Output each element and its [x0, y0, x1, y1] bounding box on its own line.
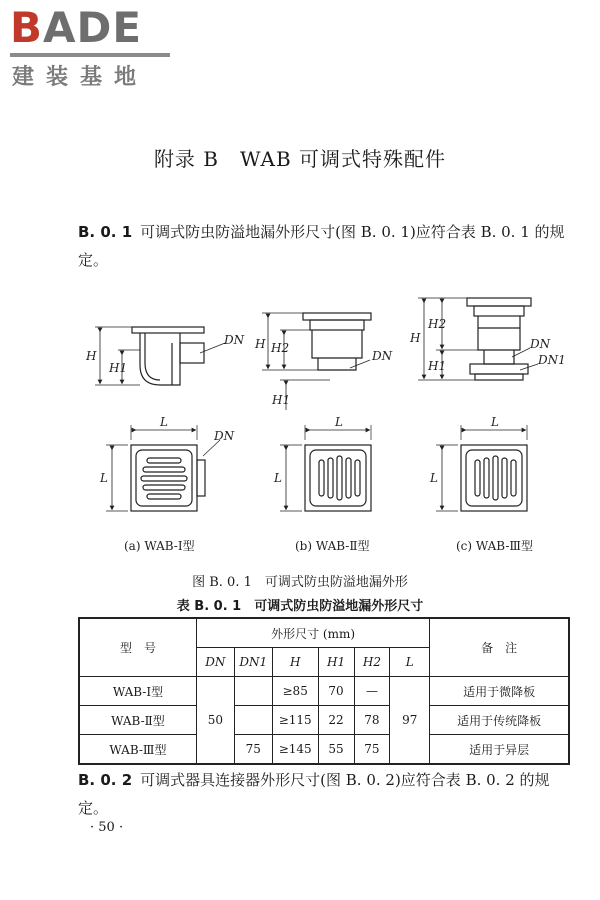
dim-label-dn: DN [372, 349, 393, 363]
dim-label-h: H [410, 331, 421, 345]
dim-label-l: L [100, 471, 108, 485]
cell-h2: 78 [354, 706, 390, 735]
subheader-dn1: DN1 [234, 648, 272, 677]
type1-side-view [95, 327, 225, 385]
paragraph-b02 [78, 766, 568, 822]
table-row [79, 735, 569, 765]
header-note: 备 注 [430, 618, 569, 677]
cell-type: WAB-Ⅰ型 [79, 677, 196, 706]
table-header-row [79, 618, 569, 648]
cell-h2: 75 [354, 735, 390, 765]
cell-type: WAB-Ⅱ型 [79, 706, 196, 735]
figure-caption: 图 B. 0. 1 可调式防虫防溢地漏外形 [192, 575, 408, 590]
cell-dn1 [234, 706, 272, 735]
dim-label-l: L [430, 471, 438, 485]
subfigure-caption-b: (b) WAB-Ⅱ型 [295, 539, 370, 553]
table-row [79, 677, 569, 706]
subheader-h: H [272, 648, 318, 677]
logo-underline [10, 53, 170, 57]
dimension-table [78, 617, 570, 765]
subheader-h2: H2 [354, 648, 390, 677]
logo-subtitle: 建装基地 [12, 65, 149, 90]
header-type: 型 号 [79, 618, 196, 677]
cell-dn1 [234, 677, 272, 706]
cell-note: 适用于微降板 [430, 677, 569, 706]
cell-h1: 70 [318, 677, 354, 706]
cell-h1: 55 [318, 735, 354, 765]
cell-h2: — [354, 677, 390, 706]
dim-label-dn1: DN1 [538, 353, 566, 367]
type2-top-view [280, 425, 371, 511]
table-caption: 表 B. 0. 1 可调式防虫防溢地漏外形尺寸 [176, 599, 424, 614]
dim-label-h2: H2 [271, 341, 290, 355]
dim-label-h: H [86, 349, 97, 363]
subheader-h1: H1 [318, 648, 354, 677]
clause-text: 可调式防虫防溢地漏外形尺寸(图 B. 0. 1)应符合表 B. 0. 1 的规定。 [78, 223, 565, 269]
paragraph-b01 [78, 218, 568, 274]
subheader-dn: DN [196, 648, 234, 677]
clause-text: 可调式器具连接器外形尺寸(图 B. 0. 2)应符合表 B. 0. 2 的规定。 [78, 771, 550, 817]
cell-dn1: 75 [234, 735, 272, 765]
cell-h: ≥145 [272, 735, 318, 765]
cell-h1: 22 [318, 706, 354, 735]
cell-l: 97 [390, 677, 430, 765]
cell-h: ≥115 [272, 706, 318, 735]
type1-top-view [106, 425, 220, 511]
dim-label-dn: DN [224, 333, 245, 347]
page-number: · 50 · [90, 820, 124, 835]
type3-top-view [436, 425, 527, 511]
dim-label-h: H [255, 337, 266, 351]
cell-note: 适用于传统降板 [430, 706, 569, 735]
appendix-title: 附录 B WAB 可调式特殊配件 [153, 147, 447, 171]
cell-dn: 50 [196, 677, 234, 765]
dim-label-l: L [491, 415, 499, 429]
subfigure-caption-a: (a) WAB-Ⅰ型 [124, 539, 195, 553]
floor-drain-figure [0, 280, 600, 565]
dim-label-h1: H1 [428, 359, 447, 373]
cell-h: ≥85 [272, 677, 318, 706]
cell-note: 适用于异层 [430, 735, 569, 765]
dim-label-h1: H1 [109, 361, 128, 375]
dim-label-h2: H2 [428, 317, 447, 331]
subfigure-caption-c: (c) WAB-Ⅲ型 [456, 539, 533, 553]
dim-label-dn: DN [530, 337, 551, 351]
header-dims: 外形尺寸 (mm) [196, 618, 429, 648]
dim-label-l: L [274, 471, 282, 485]
dim-label-l: L [160, 415, 168, 429]
table-row [79, 706, 569, 735]
dim-label-dn: DN [214, 429, 235, 443]
dim-label-l: L [335, 415, 343, 429]
clause-number: B. 0. 2 [78, 771, 133, 789]
dim-label-h1: H1 [272, 393, 291, 407]
logo: BADE [10, 3, 143, 52]
subheader-l: L [390, 648, 430, 677]
cell-type: WAB-Ⅲ型 [79, 735, 196, 765]
clause-number: B. 0. 1 [78, 223, 133, 241]
